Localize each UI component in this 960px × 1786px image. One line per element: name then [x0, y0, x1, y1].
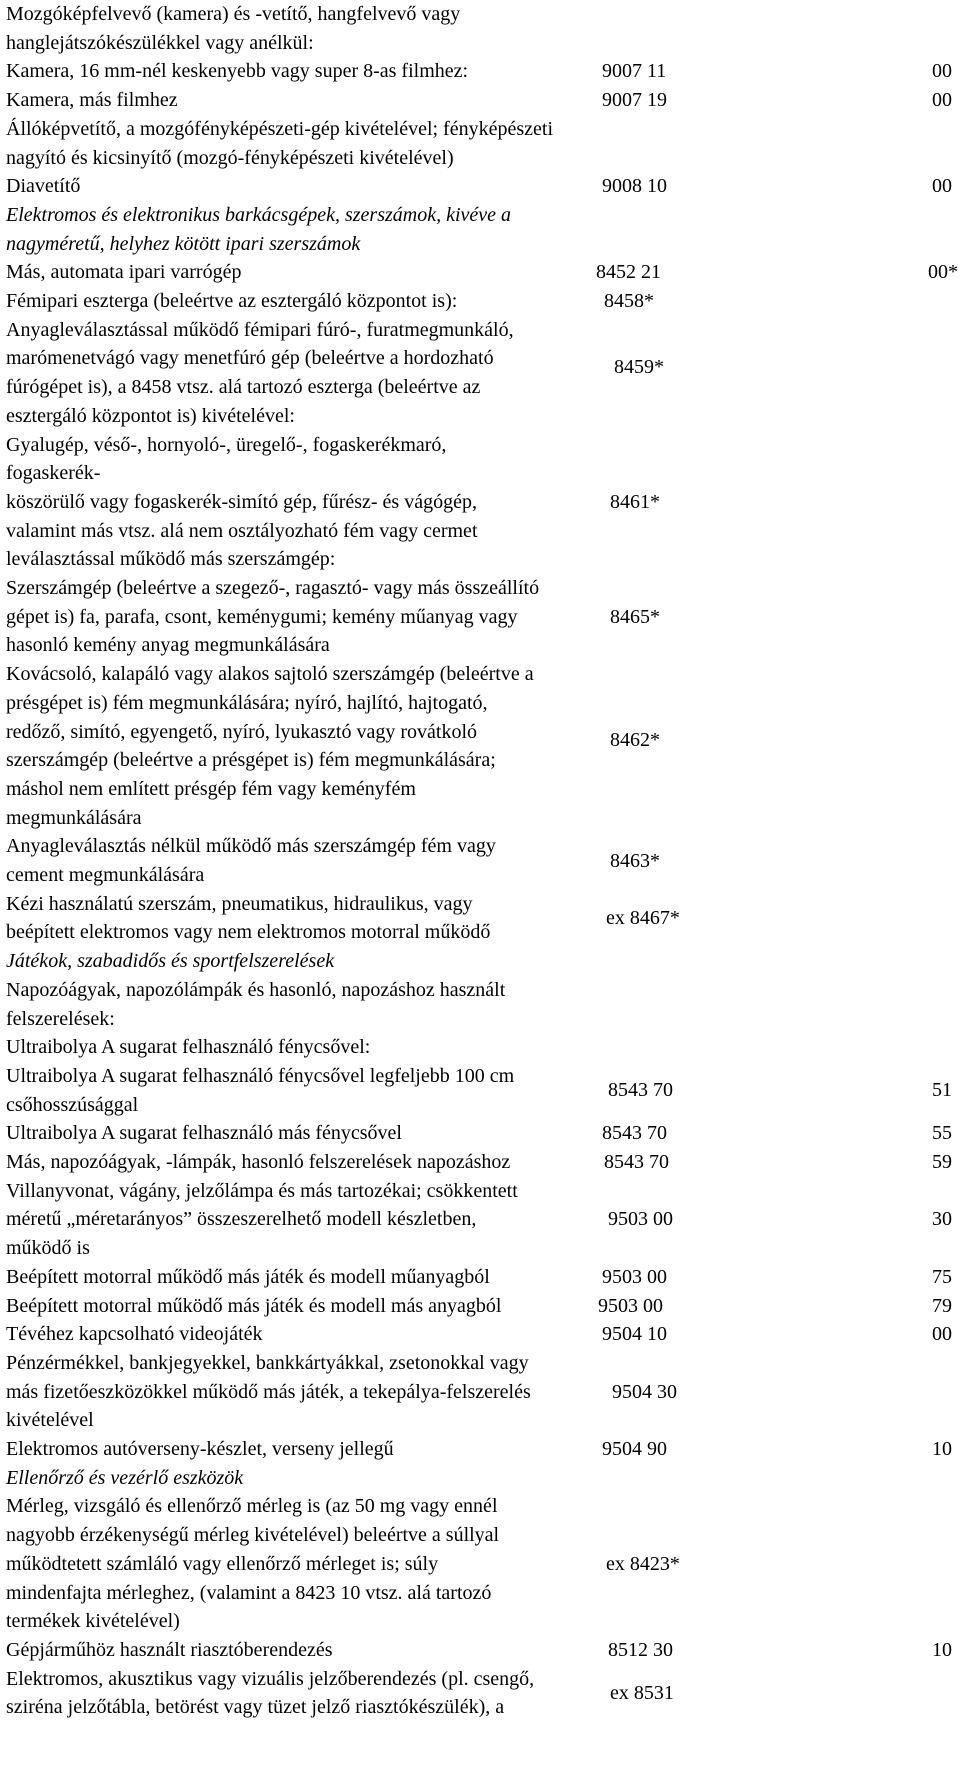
description-line: cement megmunkálására: [6, 864, 205, 886]
tariff-subcode: 00: [932, 175, 952, 198]
description-line: Elektromos, akusztikus vagy vizuális jelzőberendezés (pl. csengő,: [6, 1667, 535, 1690]
description-line: sziréna jelzőtábla, betörést vagy tüzet jelző riasztókészülék), a: [6, 1696, 505, 1719]
description-line: fúrógépet is), a 8458 vtsz. alá tartozó eszterga (beleértve az: [6, 376, 481, 399]
description-line: Beépített motorral működő más játék és modell műanyagból: [6, 1265, 490, 1288]
row-description: [6, 287, 686, 316]
description-line: nagyméretű, helyhez kötött ipari szerszámok: [6, 232, 361, 255]
description-line: présgépet is) fém megmunkálására; nyíró, hajlító, hajtogató,: [6, 691, 488, 714]
row-description: [6, 1177, 686, 1263]
description-line: megmunkálására: [6, 806, 142, 829]
description-line: Ultraibolya A sugarat felhasználó fénycsővel:: [6, 1036, 371, 1059]
tariff-row: [0, 287, 960, 316]
row-description: [6, 832, 686, 889]
row-description: [6, 1435, 686, 1464]
description-line: Kovácsoló, kalapáló vagy alakos sajtoló szerszámgép (beleértve a: [6, 663, 534, 686]
description-line: Villanyvonat, vágány, jelzőlámpa és más tartozékai; csökkentett: [6, 1179, 518, 1202]
tariff-code: 8465*: [610, 605, 660, 628]
tariff-row: [0, 172, 960, 201]
description-line: Diavetítő: [6, 175, 81, 198]
tariff-subcode: 10: [932, 1638, 952, 1661]
row-description: [6, 1148, 686, 1177]
row-description: [6, 660, 686, 832]
row-description: [6, 1292, 686, 1321]
tariff-code: 8459*: [614, 355, 664, 378]
description-line: mindenfajta mérleghez, (valamint a 8423 10 vtsz. alá tartozó: [6, 1581, 492, 1604]
description-line: nagyobb érzékenységű mérleg kivételével) beleértve a súllyal: [6, 1524, 500, 1547]
row-description: [6, 1062, 686, 1119]
row-description: [6, 1320, 686, 1349]
description-line: Tévéhez kapcsolható videojáték: [6, 1323, 263, 1346]
tariff-code: 9503 00: [602, 1265, 667, 1288]
tariff-code: 9008 10: [602, 175, 667, 198]
tariff-subcode: 55: [932, 1122, 952, 1145]
tariff-code: 8512 30: [608, 1638, 673, 1661]
row-description: [6, 57, 686, 86]
row-description: [6, 890, 686, 947]
row-description: [6, 947, 686, 976]
tariff-row: [0, 431, 960, 575]
description-line: Elektromos autóverseny-készlet, verseny jellegű: [6, 1438, 394, 1460]
description-line: Napozóágyak, napozólámpák és hasonló, napozáshoz használt: [6, 978, 506, 1001]
row-description: [6, 172, 686, 201]
tariff-row: [0, 1492, 960, 1636]
description-line: Pénzérmékkel, bankjegyekkel, bankkártyákkal, zsetonokkal vagy: [6, 1351, 529, 1374]
description-line: csőhosszúsággal: [6, 1093, 139, 1116]
row-description: [6, 0, 686, 57]
tariff-row: [0, 1464, 960, 1493]
description-line: működtetett számláló vagy ellenőrző mérleget is; súly: [6, 1552, 439, 1575]
row-description: [6, 86, 686, 115]
description-line: más fizetőeszközökkel működő más játék, a tekepálya-felszerelés: [6, 1380, 531, 1403]
tariff-row: [0, 1177, 960, 1263]
tariff-code: ex 8423*: [606, 1552, 680, 1575]
description-line: fogaskerék-: [6, 462, 101, 485]
description-line: Ultraibolya A sugarat felhasználó fénycsővel legfeljebb 100 cm: [6, 1064, 515, 1087]
row-description: [6, 1119, 686, 1148]
tariff-row: [0, 1062, 960, 1119]
row-description: [6, 316, 686, 431]
description-line: Mérleg, vizsgáló és ellenőrző mérleg is (az 50 mg vagy ennél: [6, 1495, 498, 1518]
tariff-subcode: 30: [932, 1208, 952, 1231]
tariff-code: 9504 30: [612, 1380, 677, 1403]
tariff-subcode: 59: [932, 1151, 952, 1173]
description-line: Elektromos és elektronikus barkácsgépek, szerszámok, kivéve a: [6, 203, 512, 226]
tariff-row: [0, 1263, 960, 1292]
tariff-code: 9503 00: [598, 1294, 663, 1317]
row-description: [6, 258, 686, 287]
tariff-code: 8463*: [610, 849, 660, 872]
description-line: Kamera, 16 mm-nél keskenyebb vagy super 8-as filmhez:: [6, 60, 469, 83]
tariff-row: [0, 201, 960, 258]
tariff-row: [0, 1665, 960, 1722]
tariff-row: [0, 976, 960, 1033]
tariff-code: 9007 11: [602, 60, 667, 83]
row-description: [6, 1464, 686, 1493]
description-line: szerszámgép (beleértve a présgépet is) fém megmunkálására;: [6, 749, 496, 772]
tariff-row: [0, 1636, 960, 1665]
tariff-row: [0, 890, 960, 947]
description-line: Mozgóképfelvevő (kamera) és -vetítő, hangfelvevő vagy: [6, 3, 461, 25]
tariff-subcode: 00: [932, 60, 952, 83]
tariff-code: 9504 90: [602, 1438, 667, 1460]
row-description: [6, 1665, 686, 1722]
description-line: Anyagleválasztással működő fémipari fúró-, furatmegmunkáló,: [6, 318, 514, 341]
tariff-subcode: 10: [932, 1438, 952, 1460]
description-line: Állóképvetítő, a mozgófényképészeti-gép kivételével; fényképészeti: [6, 117, 554, 140]
tariff-code: ex 8531: [610, 1681, 674, 1704]
row-description: [6, 201, 686, 258]
tariff-row: [0, 1033, 960, 1062]
tariff-code: 8543 70: [604, 1151, 669, 1173]
tariff-row: [0, 1292, 960, 1321]
tariff-row: [0, 0, 960, 57]
description-line: Ellenőrző és vezérlő eszközök: [6, 1466, 244, 1489]
description-line: Beépített motorral működő más játék és modell más anyagból: [6, 1294, 502, 1317]
description-line: gépet is) fa, parafa, csont, keménygumi; kemény műanyag vagy: [6, 605, 518, 628]
description-line: nagyító és kicsinyítő (mozgó-fényképészeti kivételével): [6, 146, 454, 169]
description-line: termékek kivételével): [6, 1610, 180, 1633]
tariff-row: [0, 832, 960, 889]
description-line: Gyalugép, véső-, hornyoló-, üregelő-, fogaskerékmaró,: [6, 433, 447, 456]
row-description: [6, 976, 686, 1033]
tariff-code: 8461*: [610, 490, 660, 513]
tariff-subcode: 00: [932, 89, 952, 112]
description-line: Ultraibolya A sugarat felhasználó más fénycsővel: [6, 1122, 402, 1145]
row-description: [6, 1492, 686, 1636]
tariff-code: 8543 70: [602, 1122, 667, 1145]
tariff-row: [0, 258, 960, 287]
description-line: kivételével: [6, 1409, 94, 1432]
description-line: leválasztással működő más szerszámgép:: [6, 548, 336, 571]
description-line: hasonló kemény anyag megmunkálására: [6, 634, 330, 657]
description-line: esztergáló központot is) kivételével:: [6, 404, 295, 427]
tariff-code: 9504 10: [602, 1323, 667, 1346]
description-line: Szerszámgép (beleértve a szegező-, ragasztó- vagy más összeállító: [6, 577, 540, 599]
tariff-code: 9503 00: [608, 1208, 673, 1231]
description-line: beépített elektromos vagy nem elektromos motorral működő: [6, 921, 491, 944]
row-description: [6, 1033, 686, 1062]
tariff-row: [0, 1119, 960, 1148]
description-line: Kézi használatú szerszám, pneumatikus, hidraulikus, vagy: [6, 892, 473, 915]
row-description: [6, 115, 686, 172]
description-line: felszerelések:: [6, 1007, 115, 1030]
tariff-subcode: 00: [932, 1323, 952, 1346]
row-description: [6, 1263, 686, 1292]
tariff-row: [0, 1435, 960, 1464]
description-line: máshol nem említett présgép fém vagy keményfém: [6, 777, 416, 800]
row-description: [6, 431, 686, 575]
description-line: marómenetvágó vagy menetfúró gép (beleértve a hordozható: [6, 347, 494, 370]
tariff-subcode: 51: [932, 1079, 952, 1102]
tariff-row: [0, 574, 960, 660]
tariff-subcode: 00*: [928, 261, 958, 284]
tariff-row: [0, 86, 960, 115]
row-description: [6, 574, 686, 660]
description-line: Gépjárműhöz használt riasztóberendezés: [6, 1638, 333, 1661]
description-line: valamint más vtsz. alá nem osztályozható fém vagy cermet: [6, 519, 478, 542]
description-line: Anyagleválasztás nélkül működő más szerszámgép fém vagy: [6, 835, 496, 858]
row-description: [6, 1636, 686, 1665]
tariff-row: [0, 1148, 960, 1177]
description-line: működő is: [6, 1237, 90, 1260]
row-description: [6, 1349, 686, 1435]
tariff-subcode: 75: [932, 1265, 952, 1288]
description-line: Más, automata ipari varrógép: [6, 261, 242, 284]
tariff-row: [0, 1349, 960, 1435]
tariff-row: [0, 115, 960, 172]
tariff-row: [0, 660, 960, 832]
tariff-code: 8458*: [604, 290, 654, 312]
tariff-row: [0, 1320, 960, 1349]
tariff-code: ex 8467*: [606, 907, 680, 930]
description-line: redőző, simító, egyengető, nyíró, lyukasztó vagy rovátkoló: [6, 720, 478, 743]
tariff-code: 8543 70: [608, 1079, 673, 1102]
description-line: hanglejátszókészülékkel vagy anélkül:: [6, 31, 314, 54]
tariff-code: 8462*: [610, 729, 660, 752]
tariff-row: [0, 57, 960, 86]
tariff-row: [0, 947, 960, 976]
tariff-subcode: 79: [932, 1294, 952, 1317]
description-line: köszörülő vagy fogaskerék-simító gép, fűrész- és vágógép,: [6, 490, 477, 513]
description-line: Fémipari eszterga (beleértve az esztergáló központot is):: [6, 290, 458, 312]
tariff-row: [0, 316, 960, 431]
description-line: Játékok, szabadidős és sportfelszerelések: [6, 950, 335, 973]
tariff-code: 9007 19: [602, 89, 667, 112]
description-line: Kamera, más filmhez: [6, 89, 178, 112]
tariff-code: 8452 21: [596, 261, 661, 284]
description-line: Más, napozóágyak, -lámpák, hasonló felszerelések napozáshoz: [6, 1151, 511, 1173]
description-line: méretű „méretarányos” összeszerelhető modell készletben,: [6, 1208, 477, 1231]
